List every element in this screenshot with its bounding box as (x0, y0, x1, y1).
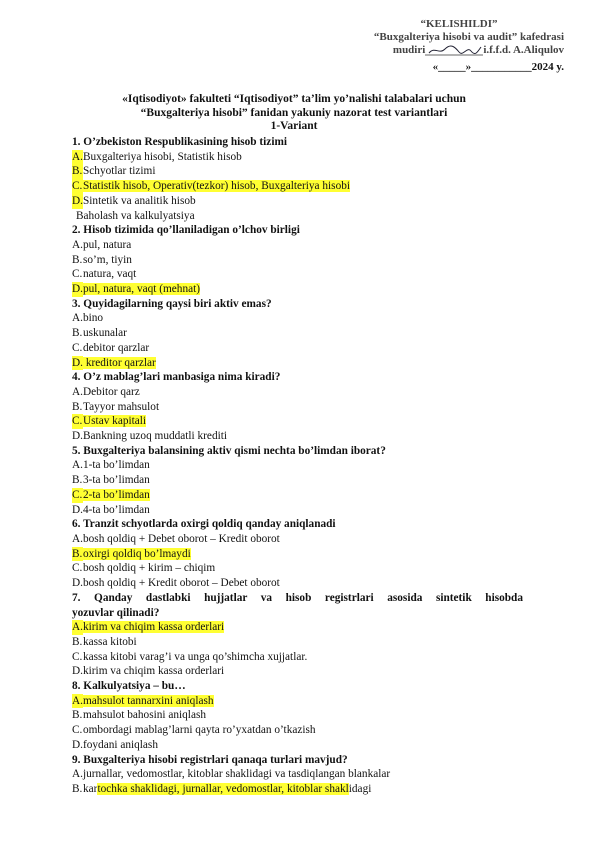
option-text-highlighted: tochka shaklidagi, jurnallar, vedomostlar, kitoblar shakl (97, 782, 349, 795)
answer-option (72, 488, 523, 503)
option-text: 1-ta bo’limdan (83, 459, 150, 472)
question-text: 5. Buxgalteriya balansining aktiv qismi nechta bo’limdan iborat? (72, 444, 386, 457)
option-letter: D. (72, 738, 83, 751)
answer-option (72, 311, 523, 326)
signature-image (425, 44, 483, 56)
option-text: pul, natura, vaqt (mehnat) (83, 283, 201, 296)
option-text: Sintetik va analitik hisob (83, 194, 196, 207)
option-text: kreditor qarzlar (83, 356, 156, 369)
option-letter: B. (72, 165, 83, 178)
answer-option (72, 164, 523, 179)
answer-option (72, 532, 523, 547)
question-text: 8. Kalkulyatsiya – bu… (72, 680, 186, 693)
option-text: Tayyor mahsulot (83, 400, 160, 413)
answer-option (72, 150, 523, 165)
approval-heading: “KELISHILDI” (420, 18, 498, 30)
option-text: Buxgalteriya hisobi, Statistik hisob (83, 150, 242, 163)
answer-option (72, 267, 523, 282)
title-line-1: «Iqtisodiyot» fakulteti “Iqtisodiyot” ta’lim yo’nalishi talabalari uchun (122, 93, 466, 105)
document-title (74, 93, 514, 134)
option-text: kar (83, 782, 98, 795)
option-letter: B. (72, 327, 83, 340)
option-letter: A. (72, 532, 83, 545)
option-letter: D. (72, 194, 83, 207)
option-letter: A. (72, 694, 83, 707)
question-block (72, 753, 523, 797)
option-letter: D. (72, 577, 83, 590)
answer-option (72, 708, 523, 723)
option-text: idagi (348, 782, 372, 795)
answer-option (72, 635, 523, 650)
option-letter: A. (72, 768, 83, 781)
answer-option (72, 238, 523, 253)
question-text: 6. Tranzit schyotlarda oxirgi qoldiq qanday aniqlanadi (72, 518, 336, 531)
question-block (72, 679, 523, 753)
option-letter: D. (72, 356, 83, 369)
answer-option (72, 458, 523, 473)
option-letter: C. (72, 415, 83, 428)
answer-option (72, 561, 523, 576)
option-letter: C. (72, 341, 83, 354)
option-text: mahsulot bahosini aniqlash (83, 709, 206, 722)
answer-option (72, 326, 523, 341)
question-text: 1. O’zbekiston Respublikasining hisob tizimi (72, 136, 288, 148)
option-text: bino (83, 312, 104, 325)
question-text: 4. O’z mablag’lari manbasiga nima kiradi? (72, 371, 281, 384)
questions-list (72, 135, 523, 797)
option-letter: D. (72, 283, 83, 296)
approval-head-label: mudiri (392, 44, 426, 56)
option-text: Debitor qarz (83, 385, 140, 398)
approval-department: “Buxgalteriya hisobi va audit” kafedrasi (373, 31, 564, 43)
answer-option (72, 650, 523, 665)
option-text: ombordagi mablag’larni qayta ro’yxatdan o’tkazish (83, 724, 316, 737)
option-text: kassa kitobi (83, 635, 137, 648)
option-letter: B. (72, 782, 83, 795)
answer-option (72, 429, 523, 444)
option-letter: D. (72, 503, 83, 516)
option-text: 2-ta bo’limdan (83, 488, 150, 501)
answer-option (72, 341, 523, 356)
question-text-continued: yozuvlar qilinadi? (72, 606, 160, 619)
option-letter: B. (72, 635, 83, 648)
option-letter: B. (72, 474, 83, 487)
answer-option (72, 253, 523, 268)
option-letter: C. (72, 268, 83, 281)
approval-head-line (314, 44, 564, 57)
answer-option (72, 723, 523, 738)
option-letter: A. (72, 459, 83, 472)
option-text: Ustav kapitali (83, 415, 147, 428)
question-text: 7. Qanday dastlabki hujjatlar va hisob registrlari asosida sintetik hisobda (72, 591, 523, 604)
option-text: bosh qoldiq + Kredit oborot – Debet oborot (83, 577, 280, 590)
answer-option (72, 664, 523, 679)
option-letter: C. (72, 180, 83, 193)
answer-option (72, 576, 523, 591)
option-text: so’m, tiyin (83, 253, 132, 266)
approval-block (314, 18, 564, 74)
option-text: 4-ta bo’limdan (83, 503, 150, 516)
option-letter: B. (72, 709, 83, 722)
extra-option-text: Baholash va kalkulyatsiya (76, 209, 195, 222)
option-text: jurnallar, vedomostlar, kitoblar shaklidagi va tasdiqlangan blankalar (83, 768, 391, 781)
question-block (72, 223, 523, 297)
answer-option (72, 414, 523, 429)
option-letter: B. (72, 547, 83, 560)
approval-head-name: i.f.f.d. A.Aliqulov (483, 44, 564, 56)
option-text: kirim va chiqim kassa orderlari (83, 665, 225, 678)
option-letter: D. (72, 665, 83, 678)
question-block (72, 517, 523, 591)
option-letter: C. (72, 650, 83, 663)
question-block (72, 370, 523, 444)
answer-option (72, 356, 523, 371)
option-letter: A. (72, 621, 83, 634)
option-letter: B. (72, 400, 83, 413)
option-text: debitor qarzlar (83, 341, 150, 354)
option-letter: D. (72, 430, 83, 443)
option-text: 3-ta bo’limdan (83, 474, 150, 487)
option-text: bosh qoldiq + kirim – chiqim (83, 562, 216, 575)
answer-option (72, 179, 523, 194)
answer-option (72, 767, 523, 782)
option-text: kassa kitobi varag’i va unga qo’shimcha xujjatlar. (83, 650, 308, 663)
option-letter: C. (72, 562, 83, 575)
question-block (72, 135, 523, 223)
option-letter: A. (72, 385, 83, 398)
answer-option (72, 282, 523, 297)
option-text: bosh qoldiq + Debet oborot – Kredit oborot (83, 532, 280, 545)
option-text: uskunalar (83, 327, 127, 340)
option-letter: A. (72, 312, 83, 325)
answer-option (72, 620, 523, 635)
answer-option (72, 385, 523, 400)
option-text: mahsulot tannarxini aniqlash (83, 694, 214, 707)
question-block (72, 297, 523, 371)
answer-option (72, 473, 523, 488)
option-text: natura, vaqt (83, 268, 137, 281)
answer-option (72, 503, 523, 518)
option-text: Statistik hisob, Operativ(tezkor) hisob, Buxgalteriya hisobi (83, 180, 351, 193)
question-text: 9. Buxgalteriya hisobi registrlari qanaqa turlari mavjud? (72, 753, 348, 766)
answer-option (72, 782, 523, 797)
option-text: kirim va chiqim kassa orderlari (83, 621, 225, 634)
option-text: oxirgi qoldiq bo’lmaydi (83, 547, 191, 560)
option-text: foydani aniqlash (83, 738, 158, 751)
question-text: 2. Hisob tizimida qo’llaniladigan o’lchov birligi (72, 224, 300, 237)
option-letter: B. (72, 253, 83, 266)
question-block (72, 591, 523, 679)
approval-date: «_____»___________2024 y. (432, 61, 564, 73)
answer-option (72, 400, 523, 415)
answer-option (72, 738, 523, 753)
question-text: 3. Quyidagilarning qaysi biri aktiv emas? (72, 297, 272, 310)
answer-option (72, 694, 523, 709)
option-text: Schyotlar tizimi (83, 165, 156, 178)
option-letter: C. (72, 488, 83, 501)
option-letter: A. (72, 238, 83, 251)
option-text: Bankning uzoq muddatli krediti (83, 430, 228, 443)
answer-option (72, 547, 523, 562)
option-letter: A. (72, 150, 83, 163)
answer-option (72, 194, 523, 209)
option-letter: C. (72, 724, 83, 737)
title-line-2: “Buxgalteriya hisobi” fanidan yakuniy nazorat test variantlari (140, 106, 448, 119)
variant-label: 1-Variant (270, 120, 318, 132)
option-text: pul, natura (83, 238, 132, 251)
question-block (72, 444, 523, 518)
